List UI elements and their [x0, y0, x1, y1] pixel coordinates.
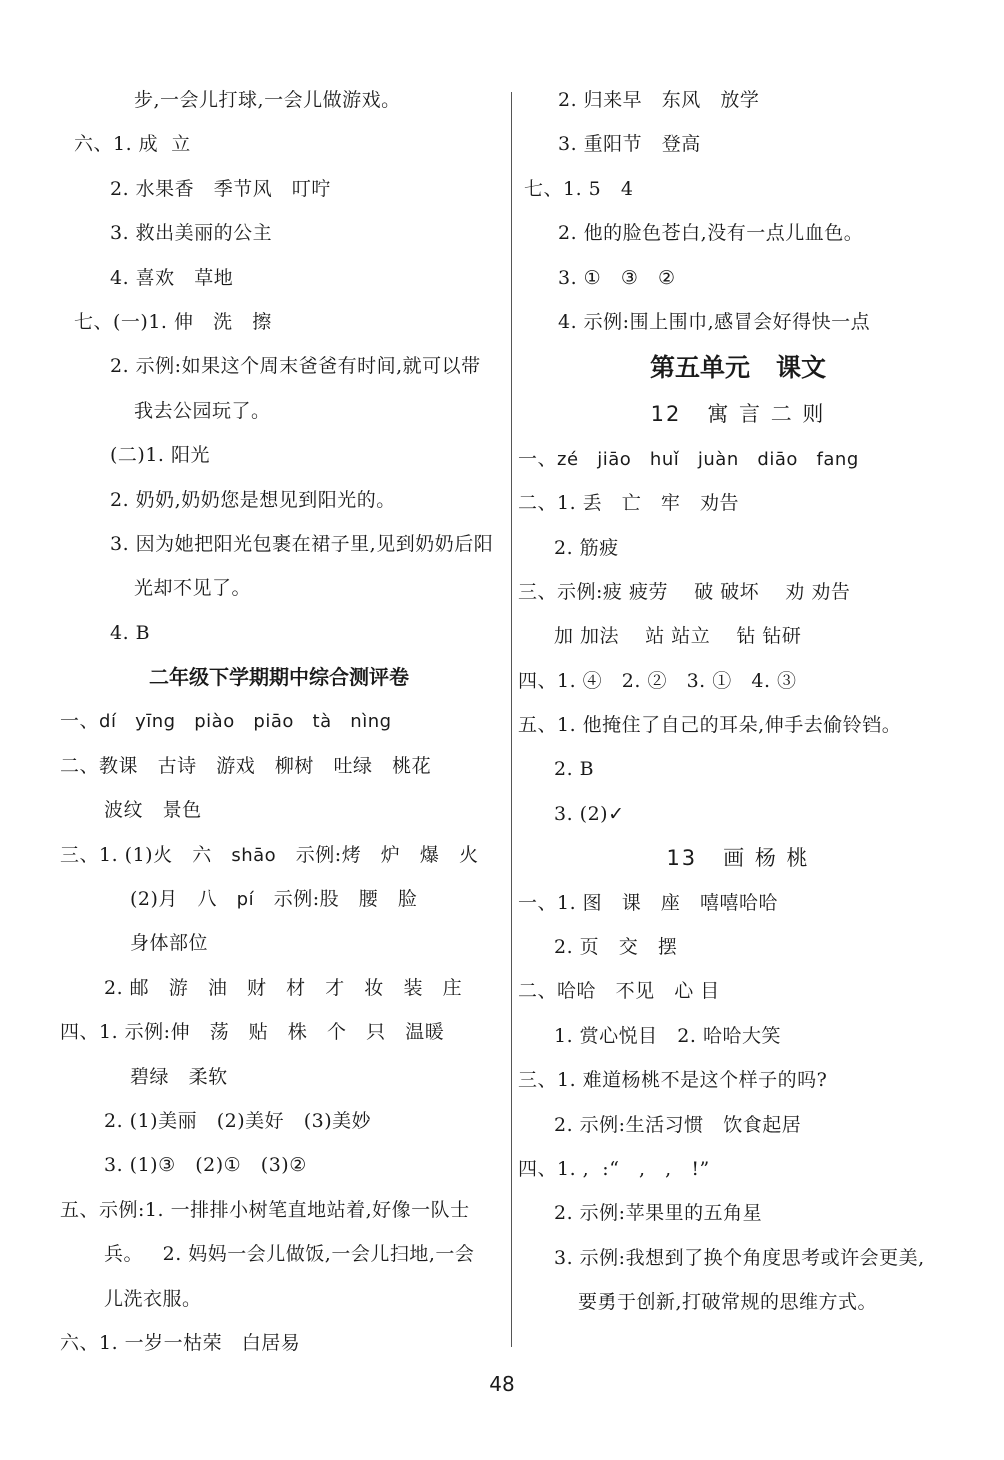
answer-label: 二、哈哈 不见 心 目	[518, 980, 720, 1003]
answer-label: 2. 邮 游 油 财 材 才 妆 装 庄	[104, 976, 463, 999]
answer-text	[60, 833, 479, 878]
answer-text	[518, 570, 850, 614]
answer-line	[518, 1236, 958, 1280]
answer-line	[518, 747, 958, 791]
answer-text	[60, 699, 392, 744]
column-divider	[511, 92, 512, 1347]
answer-label: 3. 救出美丽的公主	[110, 222, 273, 245]
answer-label: 4. 示例:围上围巾,感冒会好得快一点	[558, 310, 871, 333]
answer-text	[518, 481, 739, 525]
answer-label: 四、1. 示例:伸 荡 贴 株 个 只 温暖	[60, 1021, 445, 1044]
answer-label: 六、1. 成 立	[74, 133, 191, 156]
answer-line	[60, 611, 498, 655]
answer-line	[60, 1055, 498, 1099]
answer-text	[104, 1232, 474, 1276]
answer-text	[134, 78, 401, 122]
lesson-heading: 13 画 杨 桃	[666, 846, 810, 871]
answer-label: 3. 重阳节 登高	[558, 133, 701, 156]
answer-text	[518, 703, 901, 747]
answer-line	[60, 1321, 498, 1365]
answer-line	[60, 1277, 498, 1321]
answer-text	[554, 614, 801, 658]
answer-line	[60, 1188, 498, 1232]
answer-text	[110, 433, 210, 477]
answer-line	[60, 566, 498, 610]
answer-line	[60, 1010, 498, 1054]
answer-text	[554, 747, 594, 791]
answer-label: 2. 示例:如果这个周末爸爸有时间,就可以带	[110, 355, 481, 378]
answer-text	[110, 167, 331, 211]
answer-label: 2. (1)美丽 (2)美好 (3)美妙	[104, 1109, 372, 1132]
answer-label: 要勇于创新,打破常规的思维方式。	[578, 1291, 878, 1314]
answer-text	[554, 1191, 762, 1235]
answer-label: 1. 赏心悦目 2. 哈哈大笑	[554, 1024, 781, 1047]
answer-label: 七、(一)1. 伸 洗 擦	[74, 310, 272, 333]
answer-text	[558, 256, 676, 300]
answer-line	[518, 437, 958, 481]
answer-line	[60, 1232, 498, 1276]
answer-label: 三、1. (1)火 六	[60, 843, 232, 866]
answer-text	[110, 478, 396, 522]
answer-text	[110, 611, 150, 655]
answer-label: 四、1. ④ 2. ② 3. ① 4. ③	[518, 669, 797, 692]
answer-line	[518, 570, 958, 614]
answer-text	[518, 1058, 827, 1102]
answer-text	[104, 1143, 307, 1187]
answer-text	[578, 1280, 877, 1324]
answer-text	[130, 921, 208, 965]
answer-text	[130, 1055, 228, 1099]
answer-line	[60, 1143, 498, 1187]
answer-line	[518, 703, 958, 747]
answer-line	[518, 792, 958, 836]
pinyin-text: pí	[236, 889, 255, 911]
answer-label: 4. 喜欢 草地	[110, 266, 234, 289]
answer-line	[60, 699, 498, 743]
answer-text	[518, 437, 859, 482]
answer-text	[104, 788, 202, 832]
answer-text	[110, 522, 493, 566]
answer-label: 2. 示例:苹果里的五角星	[554, 1202, 763, 1225]
answer-label: 步,一会儿打球,一会儿做游戏。	[134, 89, 401, 111]
answer-line	[518, 78, 958, 122]
answer-text	[554, 925, 677, 969]
answer-line	[60, 921, 498, 965]
answer-line	[60, 877, 498, 921]
answer-label: 四、1. , :“ , , !”	[518, 1157, 710, 1180]
answer-text	[558, 78, 759, 122]
answer-line	[518, 122, 958, 166]
answer-label: 二、教课 古诗 游戏 柳树 吐绿 桃花	[60, 754, 432, 777]
answer-line	[60, 167, 498, 211]
answer-label: 二、1. 丢 亡 牢 劝告	[518, 492, 740, 515]
answer-label-continued: 示例:股 腰 脸	[254, 888, 418, 911]
answer-label: 加 加法 站 站立 钻 钻研	[554, 625, 802, 648]
answer-line	[518, 1147, 958, 1191]
answer-label: 2. 页 交 摆	[554, 936, 678, 959]
answer-text	[134, 566, 251, 610]
pinyin-text: dí yīng piào piāo tà nìng	[99, 711, 392, 733]
answer-line	[60, 744, 498, 788]
answer-label: 一、1. 图 课 座 嘻嘻哈哈	[518, 891, 779, 914]
unit-heading: 第五单元 课文	[649, 353, 827, 383]
answer-line	[60, 344, 498, 388]
answer-text	[558, 300, 870, 344]
answer-label: 身体部位	[130, 932, 209, 955]
answer-label: 波纹 景色	[104, 799, 202, 822]
answer-line	[518, 300, 958, 344]
answer-text	[518, 881, 778, 925]
answer-line	[60, 433, 498, 477]
answer-line	[518, 1280, 958, 1324]
answer-line	[518, 481, 958, 525]
answer-label: 五、示例:1. 一排排小树笔直地站着,好像一队士	[60, 1198, 470, 1221]
answer-label: 兵。 2. 妈妈一会儿做饭,一会儿扫地,一会	[104, 1243, 475, 1266]
answer-line	[518, 256, 958, 300]
answer-line	[518, 1014, 958, 1058]
answer-label: (2)月 八	[130, 888, 237, 911]
answer-line	[60, 300, 498, 344]
answer-label: 2. 奶奶,奶奶您是想见到阳光的。	[110, 488, 396, 511]
answer-text	[74, 122, 191, 166]
answer-line	[518, 614, 958, 658]
answer-line	[60, 1099, 498, 1143]
answer-text	[110, 256, 233, 300]
lesson-heading: 12 寓 言 二 则	[650, 402, 826, 427]
answer-label: 2. 示例:生活习惯 饮食起居	[554, 1113, 802, 1136]
answer-line	[518, 925, 958, 969]
answer-label: 2. 他的脸色苍白,没有一点儿血色。	[558, 222, 864, 245]
answer-line	[518, 659, 958, 703]
answer-line	[60, 522, 498, 566]
answer-text	[554, 526, 619, 570]
answer-text	[74, 300, 272, 344]
answer-text	[524, 167, 633, 211]
left-column	[60, 78, 498, 1365]
answer-label: 七、1. 5 4	[524, 177, 634, 200]
answer-text	[558, 122, 701, 166]
right-column	[518, 78, 958, 1325]
answer-line	[60, 78, 498, 122]
answer-line	[518, 1191, 958, 1235]
answer-text	[134, 389, 271, 433]
answer-line	[518, 526, 958, 570]
answer-text	[558, 211, 863, 255]
answer-label: 2. 水果香 季节风 叮咛	[110, 177, 331, 200]
answer-text	[104, 1099, 371, 1143]
answer-line	[60, 389, 498, 433]
answer-text	[518, 659, 797, 703]
answer-label: 3. ① ③ ②	[558, 266, 676, 289]
answer-label: 三、1. 难道杨桃不是这个样子的吗?	[518, 1069, 828, 1092]
answer-text	[554, 1014, 781, 1058]
answer-text	[60, 1188, 470, 1232]
answer-label: 一、	[518, 447, 558, 470]
answer-text	[104, 966, 462, 1010]
section-heading: 二年级下学期期中综合测评卷	[149, 665, 409, 690]
answer-line	[60, 478, 498, 522]
answer-label: 五、1. 他掩住了自己的耳朵,伸手去偷铃铛。	[518, 714, 902, 737]
answer-label: 光却不见了。	[134, 577, 252, 600]
answer-line	[518, 969, 958, 1013]
answer-label: 三、示例:疲 疲劳 破 破坏 劝 劝告	[518, 580, 851, 603]
answer-text	[110, 344, 481, 388]
answer-text	[554, 1103, 801, 1147]
answer-text	[104, 1277, 202, 1321]
answer-label: 3. (1)③ (2)① (3)②	[104, 1154, 307, 1177]
answer-text	[518, 1147, 710, 1191]
answer-line	[60, 122, 498, 166]
answer-label: (二)1. 阳光	[110, 444, 210, 467]
answer-line	[60, 256, 498, 300]
answer-line	[518, 167, 958, 211]
answer-label: 碧绿 柔软	[130, 1065, 228, 1088]
answer-line	[518, 211, 958, 255]
answer-line	[518, 1058, 958, 1102]
answer-label: 我去公园玩了。	[134, 399, 271, 422]
answer-text	[554, 792, 625, 836]
answer-line	[518, 1103, 958, 1147]
answer-line	[60, 788, 498, 832]
answer-line	[518, 881, 958, 925]
answer-text	[110, 211, 272, 255]
answer-label: 一、	[60, 710, 100, 733]
answer-line	[60, 966, 498, 1010]
answer-line	[60, 211, 498, 255]
answer-line	[60, 833, 498, 877]
answer-label: 2. B	[554, 758, 595, 781]
answer-label: 3. 因为她把阳光包裹在裙子里,见到奶奶后阳	[110, 532, 494, 555]
page-number: 48	[489, 1372, 515, 1396]
answer-text	[518, 969, 720, 1013]
pinyin-text: shāo	[231, 844, 277, 866]
answer-label: 儿洗衣服。	[104, 1287, 202, 1310]
answer-text	[60, 1321, 300, 1365]
answer-text	[554, 1236, 925, 1280]
answer-label-continued: 示例:烤 炉 爆 火	[276, 843, 479, 866]
answer-label: 3. 示例:我想到了换个角度思考或许会更美,	[554, 1246, 925, 1269]
answer-text	[60, 1010, 444, 1054]
answer-label: 3. (2)✓	[554, 802, 625, 825]
answer-label: 2. 归来早 东风 放学	[558, 89, 760, 111]
answer-label: 4. B	[110, 621, 151, 644]
answer-label: 2. 筋疲	[554, 536, 619, 559]
answer-text	[60, 744, 431, 788]
pinyin-text: zé jiāo huǐ juàn diāo fang	[557, 448, 859, 470]
answer-label: 六、1. 一岁一枯荣 白居易	[60, 1331, 301, 1354]
answer-text	[130, 877, 417, 922]
